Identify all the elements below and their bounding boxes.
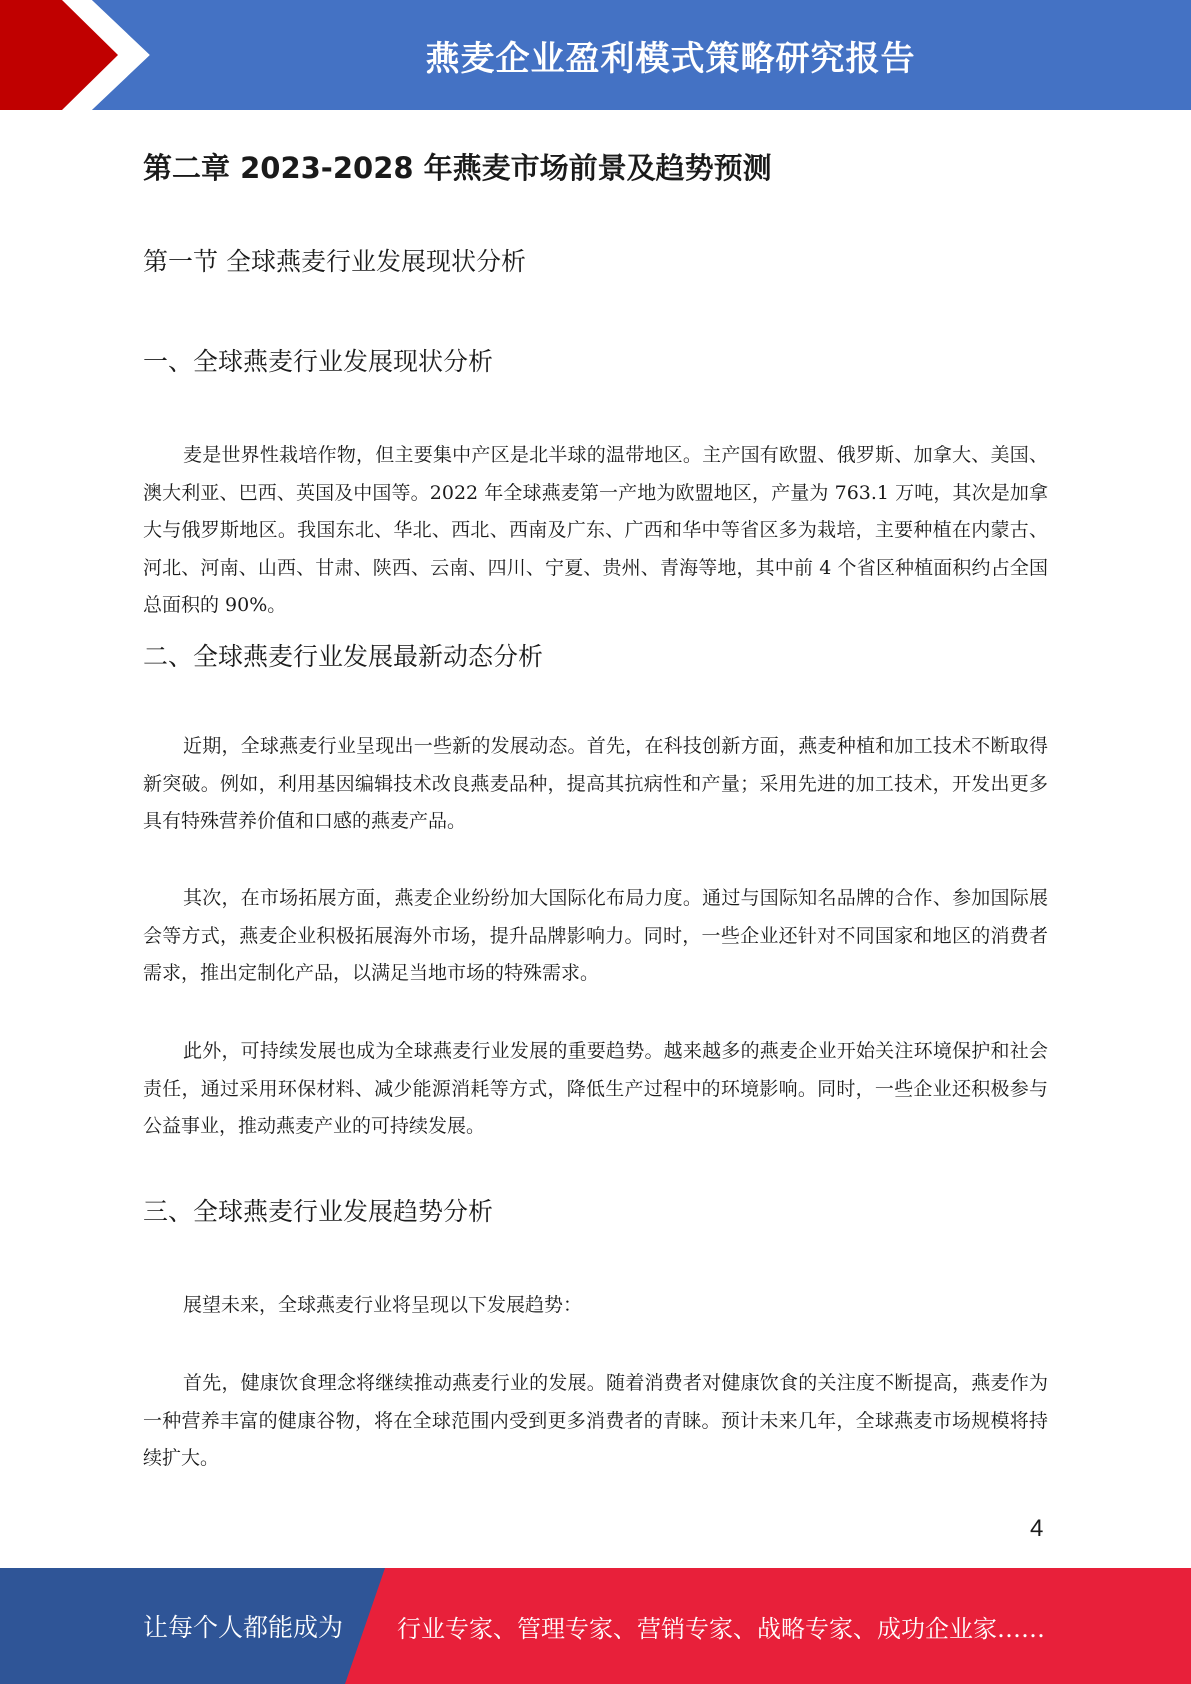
footer-slogan-left: 让每个人都能成为 [143, 1613, 344, 1642]
header-chevron-decoration [0, 0, 160, 110]
subsection-title-3: 三、全球燕麦行业发展趋势分析 [143, 1197, 494, 1226]
paragraph: 此外，可持续发展也成为全球燕麦行业发展的重要趋势。越来越多的燕麦企业开始关注环境保护和社会责任，通过采用环保材料、减少能源消耗等方式，降低生产过程中的环境影响。同时，一些企业还积极参与公益事业，推动燕麦产业的可持续发展。 [143, 1040, 1048, 1137]
subsection-title-2: 二、全球燕麦行业发展最新动态分析 [143, 642, 544, 671]
page-number: 4 [1030, 1515, 1044, 1542]
subsection-title-1: 一、全球燕麦行业发展现状分析 [143, 347, 494, 376]
report-title: 燕麦企业盈利模式策略研究报告 [425, 38, 916, 79]
footer-banner [0, 1568, 1191, 1684]
section-title: 第一节 全球燕麦行业发展现状分析 [143, 247, 526, 276]
chapter-title: 第二章 2023-2028 年燕麦市场前景及趋势预测 [143, 151, 772, 185]
footer-slogan-right: 行业专家、管理专家、营销专家、战略专家、成功企业家…… [397, 1614, 1045, 1643]
paragraph: 展望未来，全球燕麦行业将呈现以下发展趋势： [183, 1294, 583, 1316]
paragraph: 近期，全球燕麦行业呈现出一些新的发展动态。首先，在科技创新方面，燕麦种植和加工技术不断取得新突破。例如，利用基因编辑技术改良燕麦品种，提高其抗病性和产量；采用先进的加工技术，开发出更多具有特殊营养价值和口感的燕麦产品。 [143, 735, 1048, 832]
paragraph: 麦是世界性栽培作物，但主要集中产区是北半球的温带地区。主产国有欧盟、俄罗斯、加拿大、美国、澳大利亚、巴西、英国及中国等。2022 年全球燕麦第一产地为欧盟地区，产量为 763.1 万吨，其次是加拿大与俄罗斯地区。我国东北、华北、西北、西南及广东、广西和华中等省区多为栽培，主要种植在内蒙古、河北、河南、山西、甘肃、陕西、云南、四川、宁夏、贵州、青海等地，其中前 4 个省区种植面积约占全国总面积的 90%。 [143, 444, 1048, 616]
paragraph: 首先，健康饮食理念将继续推动燕麦行业的发展。随着消费者对健康饮食的关注度不断提高，燕麦作为一种营养丰富的健康谷物，将在全球范围内受到更多消费者的青睐。预计未来几年，全球燕麦市场规模将持续扩大。 [143, 1372, 1048, 1469]
paragraph: 其次，在市场拓展方面，燕麦企业纷纷加大国际化布局力度。通过与国际知名品牌的合作、参加国际展会等方式，燕麦企业积极拓展海外市场，提升品牌影响力。同时，一些企业还针对不同国家和地区的消费者需求，推出定制化产品，以满足当地市场的特殊需求。 [143, 887, 1048, 984]
header-banner [0, 0, 1191, 110]
